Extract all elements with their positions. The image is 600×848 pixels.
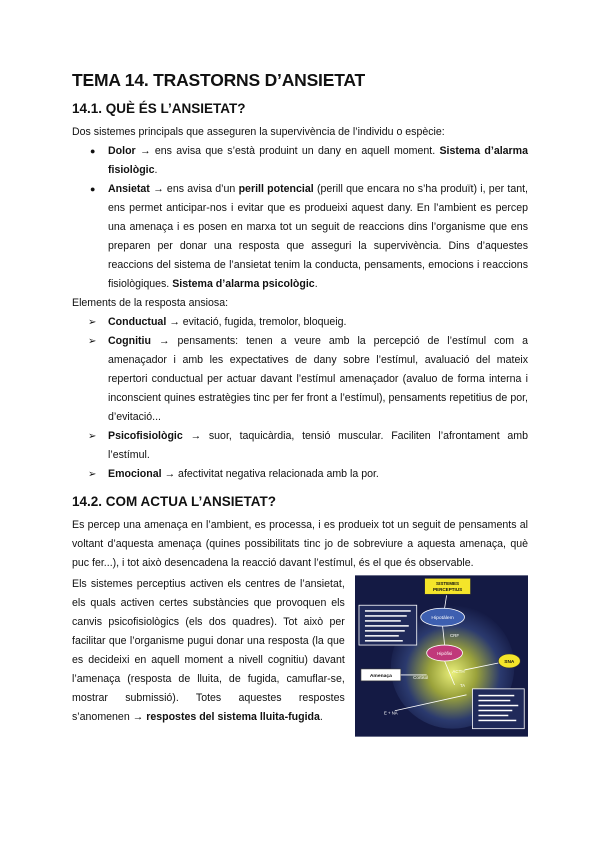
label-pituitary: Hipòfisi xyxy=(436,651,452,657)
list-item-ansietat: ● Ansietat → ens avisa d’un perill potencial (perill que encara no s’ha produït) i, per tant, ens permet anticipar-nos i evitar que es produeixi aquest dany. En l’ambient es percep una amenaça i es posen en marxa tot un seguit de reaccions dins l’organisme que ens preparen per donar una resposta que asseguri la supervivència. Dins d’aquestes reaccions del sistema de l’ansietat tenim la conducta, pensaments, emocions i reaccions fisiològiques. Sistema d’alarma psicològic. xyxy=(72,180,528,294)
elements-intro: Elements de la resposta ansiosa: xyxy=(72,297,229,309)
label-acth: ACTH xyxy=(452,668,465,674)
list-item-dolor: ● Dolor → ens avisa que s’està produint un dany en aquell moment. Sistema d’alarma fisiològic. xyxy=(72,142,528,180)
arrowhead-icon: ➢ xyxy=(88,317,97,328)
list-item-conductual: ➢ Conductual → evitació, fugida, tremolor, bloqueig. xyxy=(72,313,528,332)
section2-paragraph-2: Els sistemes perceptius activen els centres de l’ansietat, els quals activen certes substàncies que provoquen els canvis psicofisiològics (els dos quadres). Tot això per facilitar que l’organisme pugui donar una resposta (la que es decideixi en aquell moment a nivell cognitiu) davant l’amenaça (resposta de lluita, de fugida, camuflar-se, mostrar submissió). Totes aquestes respostes s’anomenen → respostes del sistema lluita-fugida. xyxy=(72,578,345,723)
anxiety-response-figure xyxy=(355,575,528,737)
label-ta: TA xyxy=(459,682,465,688)
label-systems-line2: PERCEPTIUS xyxy=(432,586,462,592)
label-hypothalamus: Hipotàlem xyxy=(431,616,454,622)
section-heading-1: 14.1. QUÈ ÉS L’ANSIETAT? xyxy=(72,101,246,116)
elements-list xyxy=(72,313,528,484)
arrowhead-icon: ➢ xyxy=(88,469,97,480)
list-item-cognitiu: ➢ Cognitiu → pensaments: tenen a veure amb la percepció de l’estímul com a amenaçador i amb les expectatives de dany sobre l’estímul, avaluació del mateix repertori conductual per actuar davant l’estímul amenaçador (avaluo de forma interna i inconscient quines estratègies tinc per fer front a l’estímul), pensaments repetitius de por, d’evitació... xyxy=(72,332,528,427)
systems-list xyxy=(72,142,528,294)
label-crf: CRF xyxy=(449,633,459,639)
section1-intro: Dos sistemes principals que asseguren la supervivència de l’individu o espècie: xyxy=(72,126,445,138)
list-item-psicofisiologic: ➢ Psicofisiològic → suor, taquicàrdia, tensió muscular. Faciliten l’afrontament amb l’estímul. xyxy=(72,427,528,465)
label-e-na: E + NA xyxy=(383,710,398,716)
bullet-icon: ● xyxy=(90,184,96,194)
label-threat: Amenaça xyxy=(369,673,392,679)
label-sna: SNA xyxy=(504,659,515,665)
bullet-icon: ● xyxy=(90,146,96,156)
label-cortisol: Cortisol xyxy=(412,674,429,680)
section2-paragraph-1: Es percep una amenaça en l’ambient, es processa, i es produeix tot un seguit de pensaments al voltant d’aquesta amenaça (quines possibilitats tinc jo de sobreviure a aquesta amenaça, què puc fer...), i tot això desencadena la reacció davant l’estímul, és el que és observable. xyxy=(72,519,528,569)
arrowhead-icon: ➢ xyxy=(88,431,97,442)
arrowhead-icon: ➢ xyxy=(88,336,97,347)
section-heading-2: 14.2. COM ACTUA L’ANSIETAT? xyxy=(72,494,277,509)
label-systems-line1: SISTEMES xyxy=(435,580,459,586)
document-page xyxy=(72,70,528,737)
list-item-emocional: ➢ Emocional → afectivitat negativa relacionada amb la por. xyxy=(72,465,528,484)
page-title: TEMA 14. TRASTORNS D’ANSIETAT xyxy=(72,70,366,90)
